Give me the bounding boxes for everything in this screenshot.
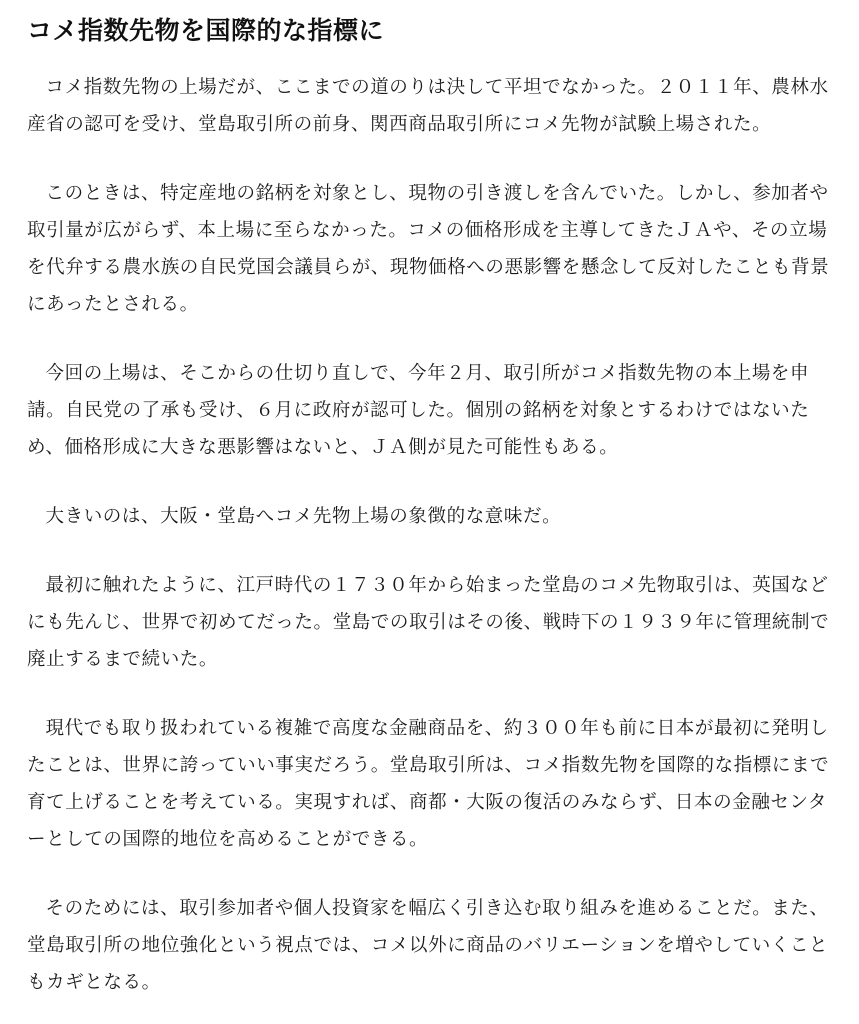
article-headline: コメ指数先物を国際的な指標に — [27, 16, 385, 45]
article-paragraph: このときは、特定産地の銘柄を対象とし、現物の引き渡しを含んでいた。しかし、参加者や取引量が広がらず、本上場に至らなかった。コメの価格形成を主導してきたＪＡや、その立場を代弁する農水族の自民党国会議員らが、現物価格への悪影響を懸念して反対したことも背景にあったとされる。 — [27, 183, 830, 315]
article-paragraph: 大きいのは、大阪・堂島へコメ先物上場の象徴的な意味だ。 — [45, 506, 562, 527]
article-body — [27, 69, 833, 1001]
article-paragraph: 最初に触れたように、江戸時代の１７３０年から始まった堂島のコメ先物取引は、英国などにも先んじ、世界で初めてだった。堂島での取引はその後、戦時下の１９３９年に管理統制で廃止するまで続いた。 — [27, 575, 830, 670]
article-paragraph: 現代でも取り扱われている複雑で高度な金融商品を、約３００年も前に日本が最初に発明したことは、世界に誇っていい事実だろう。堂島取引所は、コメ指数先物を国際的な指標にまで育て上げることを考えている。実現すれば、商都・大阪の復活のみならず、日本の金融センターとしての国際的地位を高めることができる。 — [27, 718, 830, 850]
article-paragraph: そのためには、取引参加者や個人投資家を幅広く引き込む取り組みを進めることだ。また、堂島取引所の地位強化という視点では、コメ以外に商品のバリエーションを増やしていくこともカギとなる。 — [27, 898, 829, 993]
article-paragraph: 今回の上場は、そこからの仕切り直しで、今年２月、取引所がコメ指数先物の本上場を申請。自民党の了承も受け、６月に政府が認可した。個別の銘柄を対象とするわけではないため、価格形成に大きな悪影響はないと、ＪＡ側が見た可能性もある。 — [27, 363, 810, 458]
article-paragraph: コメ指数先物の上場だが、ここまでの道のりは決して平坦でなかった。２０１１年、農林水産省の認可を受け、堂島取引所の前身、関西商品取引所にコメ先物が試験上場された。 — [27, 77, 829, 135]
